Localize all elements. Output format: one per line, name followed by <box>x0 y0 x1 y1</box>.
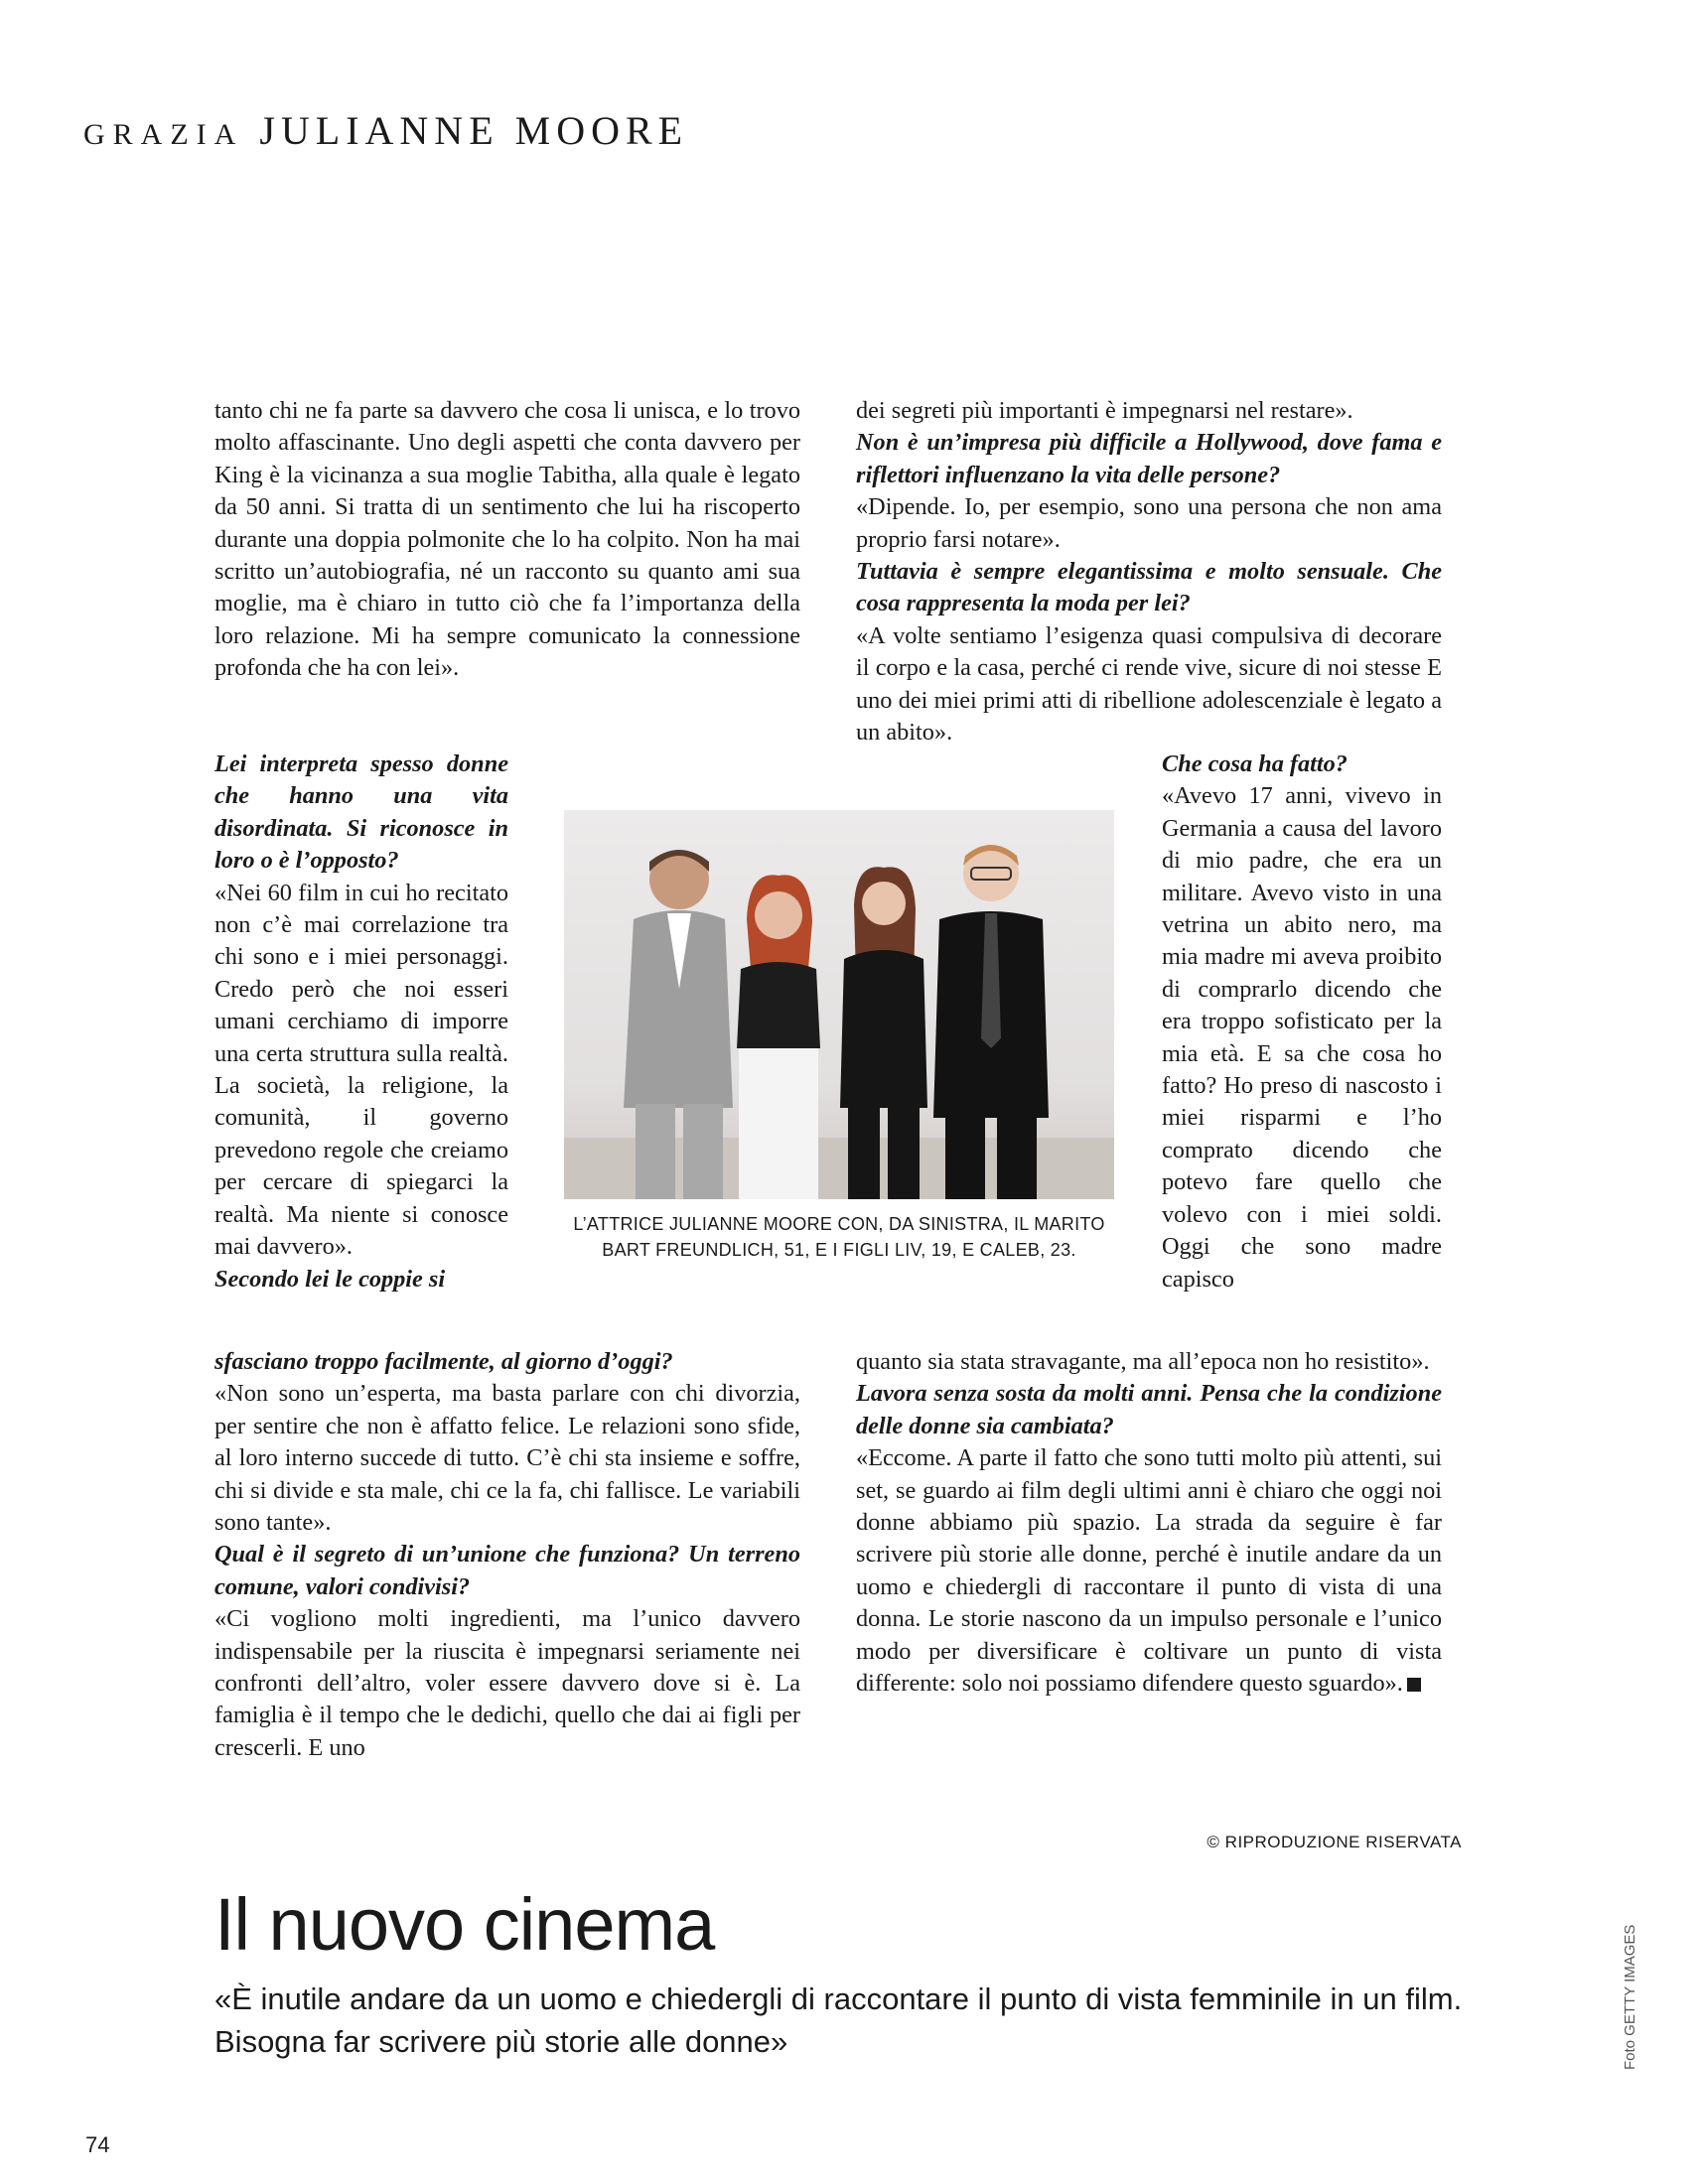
interview-question: Non è un’impresa più difficile a Hollywood, dove fama e riflettori influenzano la vita delle persone? <box>856 429 1442 488</box>
interview-answer: «Nei 60 film in cui ho recitato non c’è mai correlazione tra chi sono e i miei personaggi. Credo però che noi esseri umani cerchiamo di imporre una certa struttura sulla realtà. La società, la religione, la comunità, il governo prevedono regole che creiamo per cercare di spiegarci la realtà. Ma niente si conosce mai davvero». <box>214 879 508 1261</box>
magazine-name: GRAZIA <box>83 118 244 151</box>
column-2-wrap <box>1162 749 1442 1296</box>
interview-question: sfasciano troppo facilmente, al giorno d’oggi? <box>214 1348 673 1375</box>
page-number: 74 <box>85 2132 110 2157</box>
column-1-top <box>214 395 800 685</box>
photo-credit: Foto GETTY IMAGES <box>1622 1924 1638 2070</box>
interview-answer: «Avevo 17 anni, vivevo in Germania a causa del lavoro di mio padre, che era un militare. Avevo visto in una vetrina un abito nero, ma mia madre mi aveva proibito di comprarlo dicendo che era troppo sofisticato per la mia età. E sa che cosa ho fatto? Ho preso di nascosto i miei risparmi e l’ho comprato dicendo che potevo fare quello che volevo con i miei soldi. Oggi che sono madre capisco <box>1162 782 1442 1293</box>
column-2-bottom <box>856 1346 1442 1700</box>
interview-answer: «Non sono un’esperta, ma basta parlare con chi divorzia, per sentire che non è affatto felice. Le relazioni sono sfide, al loro interno succede di tutto. C’è chi sta insieme e soffre, chi si divide e sta male, chi ce la fa, chi fallisce. Le variabili sono tante». <box>214 1380 800 1537</box>
photo-caption: L’ATTRICE JULIANNE MOORE CON, DA SINISTRA, IL MARITO BART FREUNDLICH, 51, E I FIGLI LIV, 19, E CALEB, 23. <box>573 1214 1105 1260</box>
copyright-notice: © RIPRODUZIONE RISERVATA <box>1207 1833 1462 1851</box>
article-subject: JULIANNE MOORE <box>259 108 689 153</box>
family-photo-illustration <box>564 810 1114 1199</box>
column-2-top <box>856 395 1442 749</box>
column-1-wrap <box>214 749 508 1296</box>
interview-answer: quanto sia stata stravagante, ma all’epoca non ho resistito». <box>856 1348 1430 1375</box>
interview-question: Qual è il segreto di un’unione che funziona? Un terreno comune, valori condivisi? <box>214 1541 800 1600</box>
interview-question: Secondo lei le coppie si <box>214 1265 446 1293</box>
interview-answer: «Ci vogliono molti ingredienti, ma l’unico davvero indispensabile per la riuscita è impegnarsi seriamente nei confronti dell’altro, voler essere davvero dove si è. La famiglia è il tempo che le dedichi, quello che dai ai figli per crescerli. E uno <box>214 1605 800 1761</box>
interview-question: Che cosa ha fatto? <box>1162 751 1348 777</box>
page-header <box>83 107 688 154</box>
end-of-article-mark <box>1407 1678 1421 1692</box>
interview-question: Lavora senza sosta da molti anni. Pensa che la condizione delle donne sia cambiata? <box>856 1380 1442 1439</box>
column-1-bottom <box>214 1346 800 1764</box>
interview-answer: «Dipende. Io, per esempio, sono una persona che non ama proprio farsi notare». <box>856 493 1442 553</box>
interview-answer: dei segreti più importanti è impegnarsi nel restare». <box>856 397 1353 424</box>
family-photo <box>564 810 1114 1199</box>
interview-answer: «A volte sentiamo l’esigenza quasi compulsiva di decorare il corpo e la casa, perché ci rende vive, sicure di noi stesse E uno dei miei primi atti di ribellione adolescenziale è legato a un abito». <box>856 621 1442 747</box>
interview-answer: «Eccome. A parte il fatto che sono tutti molto più attenti, sui set, se guardo ai film degli ultimi anni è chiaro che oggi noi donne abbiamo più spazio. La strada da seguire è far scrivere più storie alle donne, perché è inutile andare da un uomo e chiedergli di raccontare il punto di vista di una donna. Le storie nascono da un impulso personale e l’unico modo per diversificare è coltivare un punto di vista differente: solo noi possiamo difendere questo sguardo». <box>856 1444 1442 1698</box>
interview-question: Lei interpreta spesso donne che hanno una vita disordinata. Si riconosce in loro o è l’opposto? <box>214 751 508 875</box>
interview-question: Tuttavia è sempre elegantissima e molto sensuale. Che cosa rappresenta la moda per lei? <box>856 558 1442 617</box>
headline: Il nuovo cinema <box>214 1883 715 1966</box>
interview-answer: tanto chi ne fa parte sa davvero che cosa li unisca, e lo trovo molto affascinante. Uno degli aspetti che conta davvero per King è la vicinanza a sua moglie Tabitha, alla quale è legato da 50 anni. Si tratta di un sentimento che lui ha riscoperto durante una doppia polmonite che lo ha colpito. Non ha mai scritto un’autobiografia, né un racconto su quanto ami sua moglie, ma è chiaro in tutto ciò che fa l’importanza della loro relazione. Mi ha sempre comunicato la connessione profonda che ha con lei». <box>214 397 800 682</box>
pull-quote: «È inutile andare da un uomo e chiedergli di raccontare il punto di vista femminile in un film. Bisogna far scrivere più storie alle donne» <box>214 1981 1463 2059</box>
